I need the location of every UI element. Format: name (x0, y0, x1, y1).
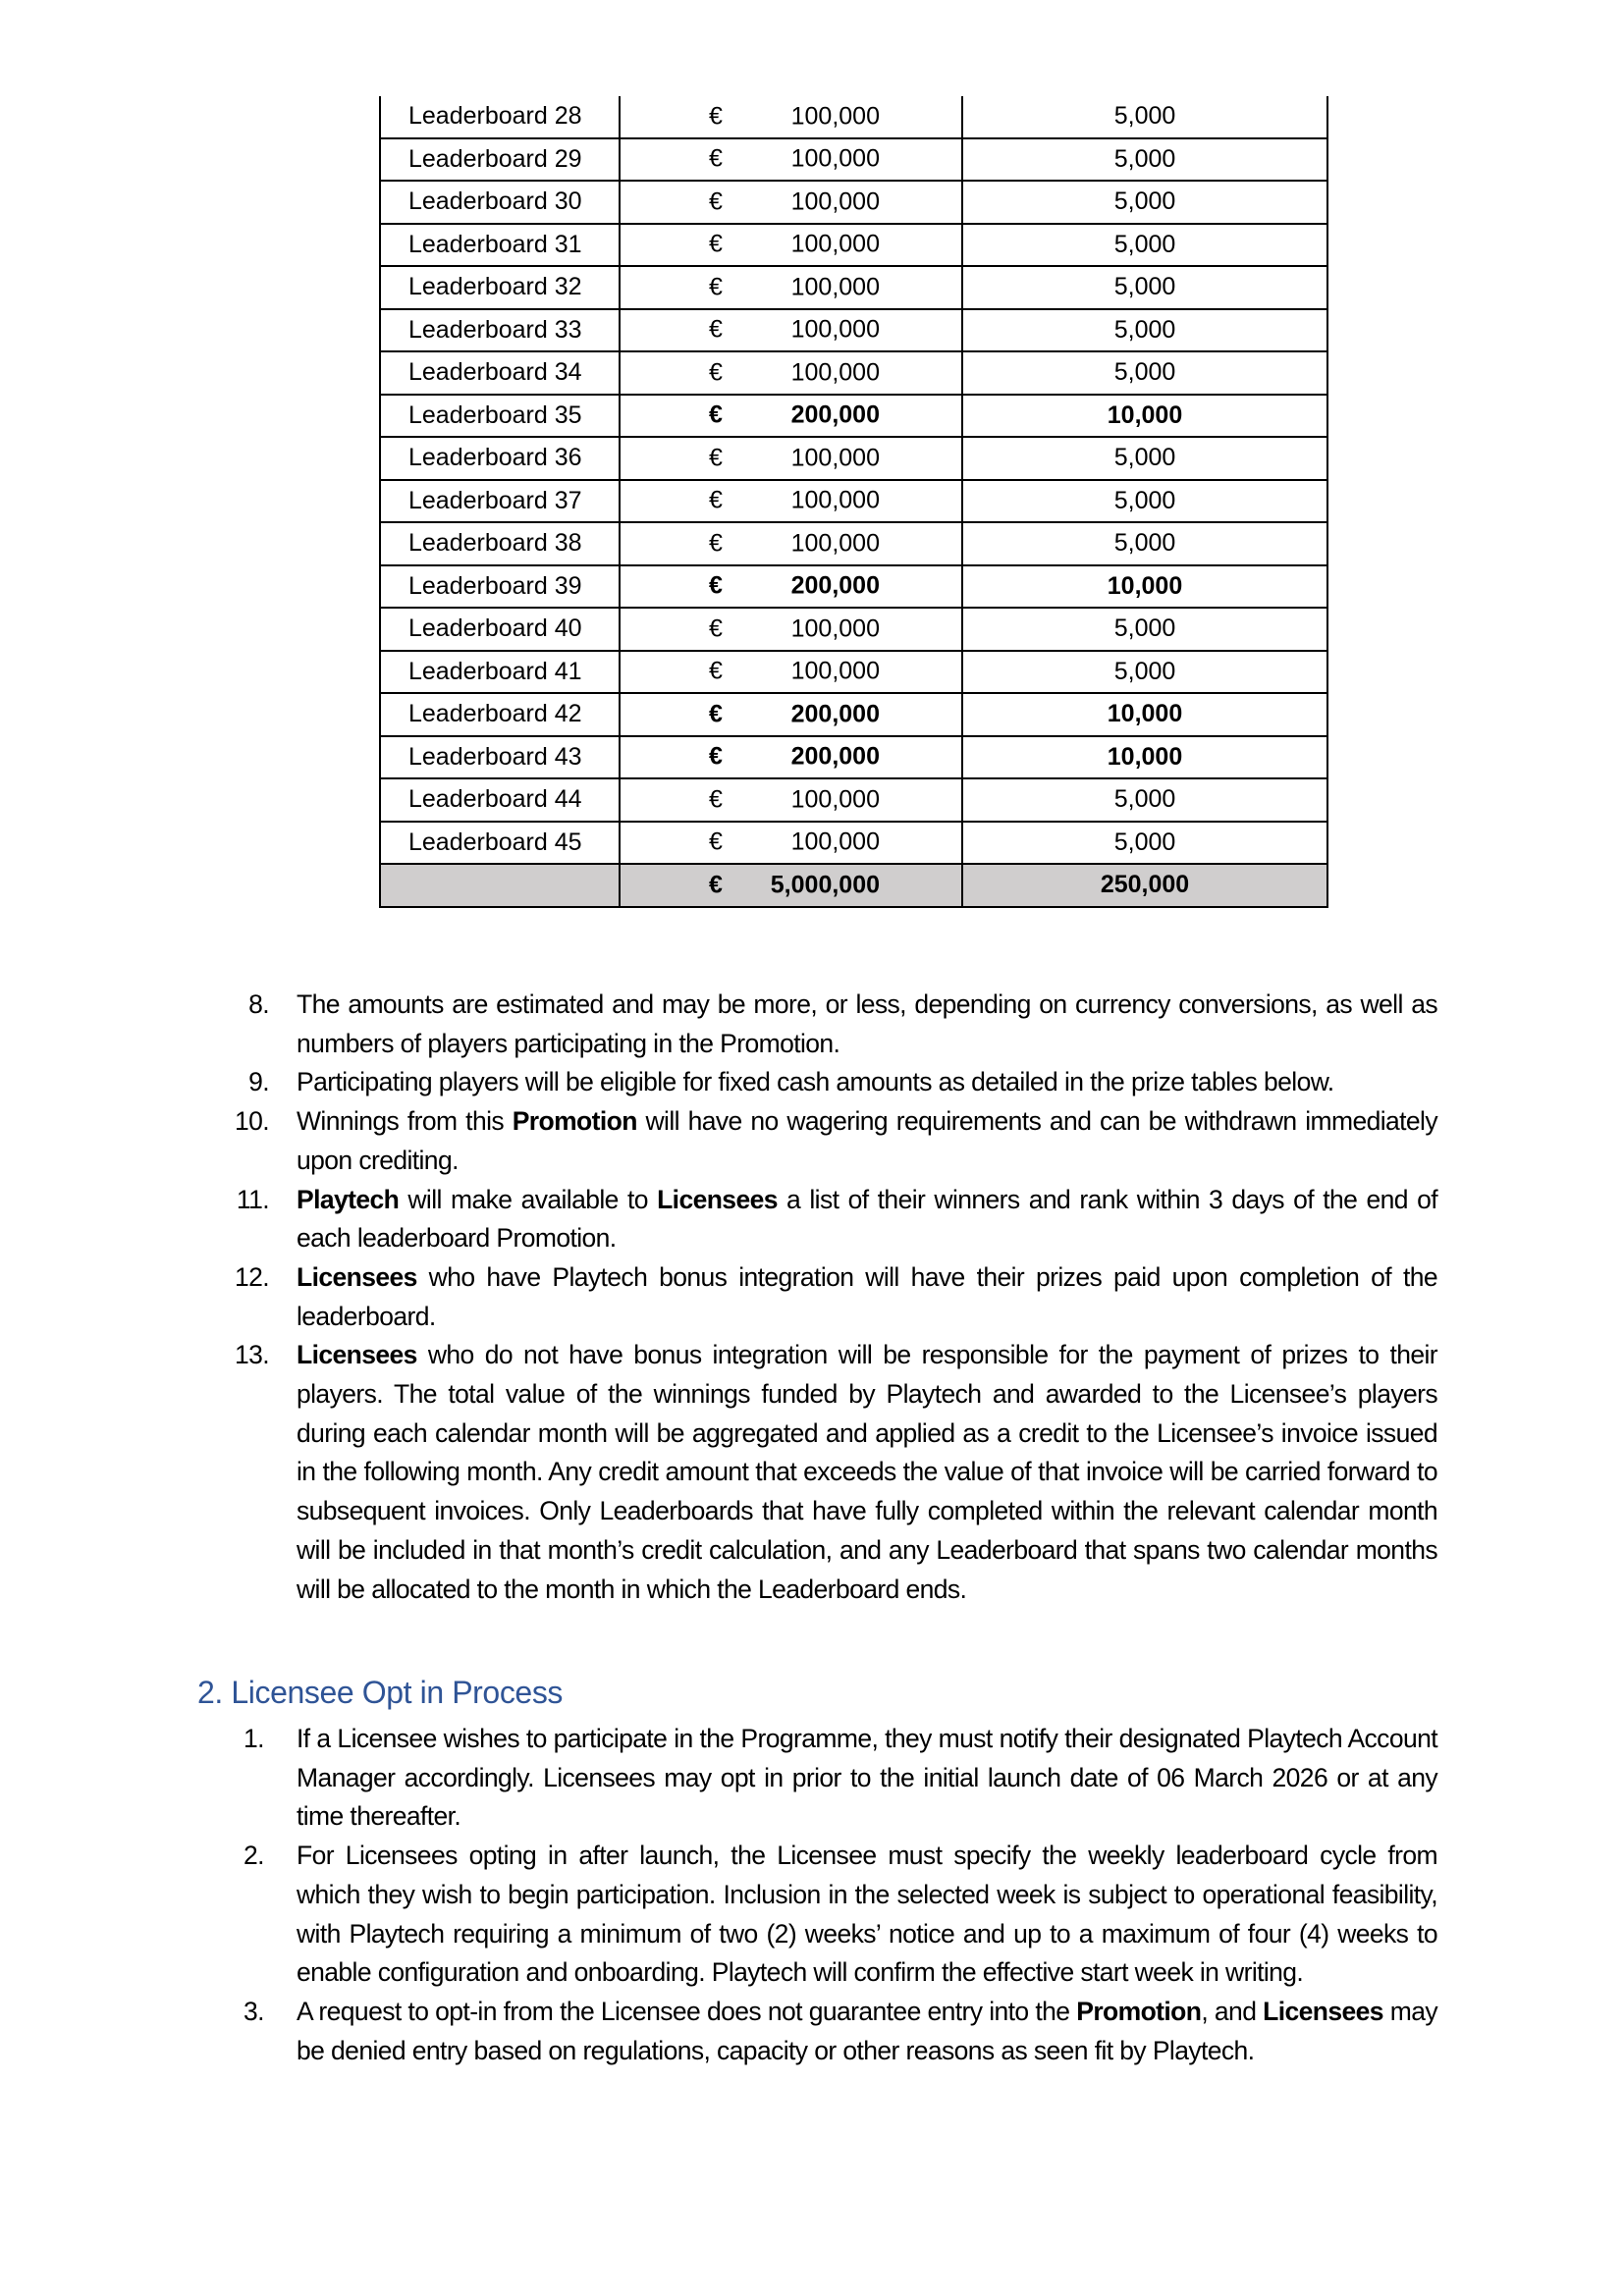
table-row (380, 608, 1327, 651)
list-item-text: For Licensees opting in after launch, the Licensee must specify the weekly leaderboard cycle from which they wish to begin participation. Inclusion in the selected week is subject to operational feasibility, with Playtech requiring a minimum of two (2) weeks’ notice and up to a maximum of four (4) weeks to enable configuration and onboarding. Playtech will confirm the effective start week in writing. (297, 1841, 1437, 1988)
section-heading-opt-in: 2. Licensee Opt in Process (197, 1675, 564, 1710)
euro-currency-symbol: € (709, 444, 723, 472)
list-item-text: may be denied entry based on regulations, capacity or other reasons as seen fit by Playtech. (297, 1996, 1437, 2065)
list-item (0, 1336, 1624, 1609)
leaderboard-prize-table (379, 96, 1328, 908)
leaderboard-name-cell: Leaderboard 36 (380, 437, 620, 480)
prize-pool-amount: 100,000 (790, 187, 880, 216)
leaderboard-name-cell: Leaderboard 35 (380, 395, 620, 438)
prize-pool-amount: 100,000 (790, 144, 880, 173)
table-row (380, 266, 1327, 309)
list-item-text: will make available to (399, 1184, 658, 1214)
table-row (380, 778, 1327, 822)
euro-currency-symbol: € (709, 273, 723, 301)
list-item (0, 1181, 1624, 1258)
prize-pool-amount: 100,000 (790, 828, 880, 856)
list-item-text: Participating players will be eligible for fixed cash amounts as detailed in the prize tables below. (297, 1067, 1334, 1097)
table-row (380, 565, 1327, 609)
bold-term: Licensees (1263, 1996, 1383, 2026)
prize-pool-amount: 5,000,000 (770, 871, 880, 899)
table-row (380, 395, 1327, 438)
funded-amount-cell: 10,000 (962, 565, 1327, 609)
prize-pool-cell (620, 266, 962, 309)
leaderboard-name-cell: Leaderboard 44 (380, 778, 620, 822)
prize-pool-amount: 100,000 (790, 358, 880, 387)
funded-amount-cell: 5,000 (962, 437, 1327, 480)
list-item-number: 13. (234, 1340, 269, 1370)
euro-currency-symbol: € (709, 871, 723, 899)
euro-currency-symbol: € (709, 230, 723, 258)
table-row (380, 351, 1327, 395)
leaderboard-name-cell: Leaderboard 45 (380, 822, 620, 865)
prize-pool-cell (620, 309, 962, 352)
prize-pool-cell (620, 181, 962, 224)
table-row (380, 96, 1327, 138)
bold-term: Promotion (512, 1106, 637, 1137)
list-item-number: 3. (244, 1996, 264, 2026)
prize-pool-amount: 200,000 (790, 700, 880, 728)
table-row (380, 822, 1327, 865)
leaderboard-name-cell: Leaderboard 30 (380, 181, 620, 224)
euro-currency-symbol: € (709, 315, 723, 344)
euro-currency-symbol: € (709, 400, 723, 429)
euro-currency-symbol: € (709, 358, 723, 387)
euro-currency-symbol: € (709, 486, 723, 514)
funded-amount-cell: 5,000 (962, 778, 1327, 822)
bold-term: Licensees (297, 1340, 417, 1370)
euro-currency-symbol: € (709, 742, 723, 771)
list-item-number: 11. (236, 1184, 269, 1214)
bold-term: Licensees (657, 1184, 778, 1214)
table-total-row (380, 864, 1327, 907)
list-item-text: will have no wagering requirements and can be withdrawn immediately upon crediting. (297, 1106, 1437, 1175)
prize-pool-cell (620, 822, 962, 865)
table-row (380, 480, 1327, 523)
prize-pool-cell (620, 651, 962, 694)
list-item-text: A request to opt-in from the Licensee does not guarantee entry into the (297, 1996, 1077, 2026)
list-item (0, 1258, 1624, 1336)
prize-pool-cell (620, 693, 962, 736)
funded-amount-cell: 5,000 (962, 608, 1327, 651)
leaderboard-name-cell: Leaderboard 34 (380, 351, 620, 395)
leaderboard-name-cell: Leaderboard 43 (380, 736, 620, 779)
euro-currency-symbol: € (709, 571, 723, 600)
prize-pool-cell (620, 736, 962, 779)
euro-currency-symbol: € (709, 657, 723, 685)
prize-pool-amount: 100,000 (790, 315, 880, 344)
leaderboard-name-cell: Leaderboard 37 (380, 480, 620, 523)
table-row (380, 736, 1327, 779)
euro-currency-symbol: € (709, 102, 723, 131)
funded-amount-cell: 5,000 (962, 224, 1327, 267)
funded-amount-cell: 250,000 (962, 864, 1327, 907)
table-row (380, 693, 1327, 736)
table-row (380, 309, 1327, 352)
prize-pool-cell (620, 480, 962, 523)
prize-pool-amount: 100,000 (790, 614, 880, 643)
list-item-text: a list of their winners and rank within 3 days of the end of each leaderboard Promotion. (297, 1184, 1437, 1254)
prize-pool-cell (620, 351, 962, 395)
prize-pool-amount: 200,000 (790, 571, 880, 600)
table-row (380, 224, 1327, 267)
leaderboard-name-cell: Leaderboard 41 (380, 651, 620, 694)
funded-amount-cell: 10,000 (962, 395, 1327, 438)
euro-currency-symbol: € (709, 828, 723, 856)
opt-in-process-list (0, 1720, 1624, 2070)
list-item-number: 8. (248, 989, 269, 1019)
leaderboard-name-cell: Leaderboard 32 (380, 266, 620, 309)
funded-amount-cell: 5,000 (962, 522, 1327, 565)
prize-pool-cell (620, 608, 962, 651)
list-item-text: Winnings from this (297, 1106, 513, 1137)
list-item-number: 9. (248, 1067, 269, 1097)
funded-amount-cell: 5,000 (962, 351, 1327, 395)
list-item-text: If a Licensee wishes to participate in the Programme, they must notify their designated Playtech Account Manager accordingly. Licensees may opt in prior to the initial launch date of 06 March 2026 or at any time thereafter. (297, 1724, 1437, 1832)
prize-pool-amount: 200,000 (790, 400, 880, 429)
list-item (0, 1993, 1624, 2070)
funded-amount-cell: 5,000 (962, 266, 1327, 309)
euro-currency-symbol: € (709, 187, 723, 216)
leaderboard-name-cell: Leaderboard 40 (380, 608, 620, 651)
funded-amount-cell: 5,000 (962, 138, 1327, 182)
prize-pool-amount: 100,000 (790, 230, 880, 258)
leaderboard-name-cell: Leaderboard 28 (380, 96, 620, 138)
euro-currency-symbol: € (709, 785, 723, 814)
funded-amount-cell: 5,000 (962, 96, 1327, 138)
bold-term: Playtech (297, 1184, 400, 1214)
list-item-text: , and (1201, 1996, 1264, 2026)
funded-amount-cell: 5,000 (962, 651, 1327, 694)
prize-pool-cell (620, 565, 962, 609)
prize-pool-cell (620, 224, 962, 267)
funded-amount-cell: 5,000 (962, 309, 1327, 352)
list-item-text: who have Playtech bonus integration will have their prizes paid upon completion of the leaderboard. (297, 1261, 1437, 1331)
list-item-text: The amounts are estimated and may be more, or less, depending on currency conversions, as well as numbers of players participating in the Promotion. (297, 989, 1437, 1058)
funded-amount-cell: 10,000 (962, 693, 1327, 736)
table-row (380, 522, 1327, 565)
leaderboard-name-cell: Leaderboard 33 (380, 309, 620, 352)
prize-pool-cell (620, 864, 962, 907)
list-item-number: 2. (244, 1841, 264, 1871)
table-row (380, 181, 1327, 224)
leaderboard-name-cell: Leaderboard 42 (380, 693, 620, 736)
table-row (380, 437, 1327, 480)
leaderboard-name-cell (380, 864, 620, 907)
prize-pool-amount: 100,000 (790, 785, 880, 814)
table-row (380, 651, 1327, 694)
euro-currency-symbol: € (709, 614, 723, 643)
prize-pool-cell (620, 522, 962, 565)
bold-term: Licensees (297, 1261, 417, 1292)
funded-amount-cell: 5,000 (962, 480, 1327, 523)
funded-amount-cell: 5,000 (962, 822, 1327, 865)
bold-term: Promotion (1076, 1996, 1202, 2026)
prize-pool-cell (620, 778, 962, 822)
prize-pool-amount: 100,000 (790, 529, 880, 558)
list-item (0, 1102, 1624, 1180)
leaderboard-name-cell: Leaderboard 38 (380, 522, 620, 565)
prize-pool-amount: 200,000 (790, 742, 880, 771)
prize-table-body (380, 96, 1327, 907)
prize-pool-amount: 100,000 (790, 444, 880, 472)
list-item-number: 12. (234, 1261, 269, 1292)
list-item (0, 1837, 1624, 1993)
euro-currency-symbol: € (709, 529, 723, 558)
prize-pool-cell (620, 395, 962, 438)
prize-pool-amount: 100,000 (790, 657, 880, 685)
list-item-number: 1. (244, 1724, 264, 1753)
list-item-text: who do not have bonus integration will be responsible for the payment of prizes to their players. The total value of the winnings funded by Playtech and awarded to the Licensee’s players during each calendar month will be aggregated and applied as a credit to the Licensee’s invoice issued in the following month. Any credit amount that exceeds the value of that invoice will be carried forward to subsequent invoices. Only Leaderboards that have fully completed within the relevant calendar month will be included in that month’s credit calculation, and any Leaderboard that spans two calendar months will be allocated to the month in which the Leaderboard ends. (297, 1340, 1437, 1604)
euro-currency-symbol: € (709, 144, 723, 173)
prize-pool-amount: 100,000 (790, 273, 880, 301)
prize-pool-amount: 100,000 (790, 486, 880, 514)
list-item (0, 1063, 1624, 1102)
prize-pool-cell (620, 437, 962, 480)
prize-pool-cell (620, 138, 962, 182)
list-item (0, 986, 1624, 1063)
list-item (0, 1720, 1624, 1837)
funded-amount-cell: 10,000 (962, 736, 1327, 779)
prize-pool-amount: 100,000 (790, 102, 880, 131)
leaderboard-name-cell: Leaderboard 31 (380, 224, 620, 267)
leaderboard-name-cell: Leaderboard 29 (380, 138, 620, 182)
list-item-number: 10. (234, 1106, 269, 1137)
funded-amount-cell: 5,000 (962, 181, 1327, 224)
leaderboard-name-cell: Leaderboard 39 (380, 565, 620, 609)
table-row (380, 138, 1327, 182)
prize-pool-cell (620, 96, 962, 138)
euro-currency-symbol: € (709, 700, 723, 728)
terms-list-continued (0, 986, 1624, 1609)
